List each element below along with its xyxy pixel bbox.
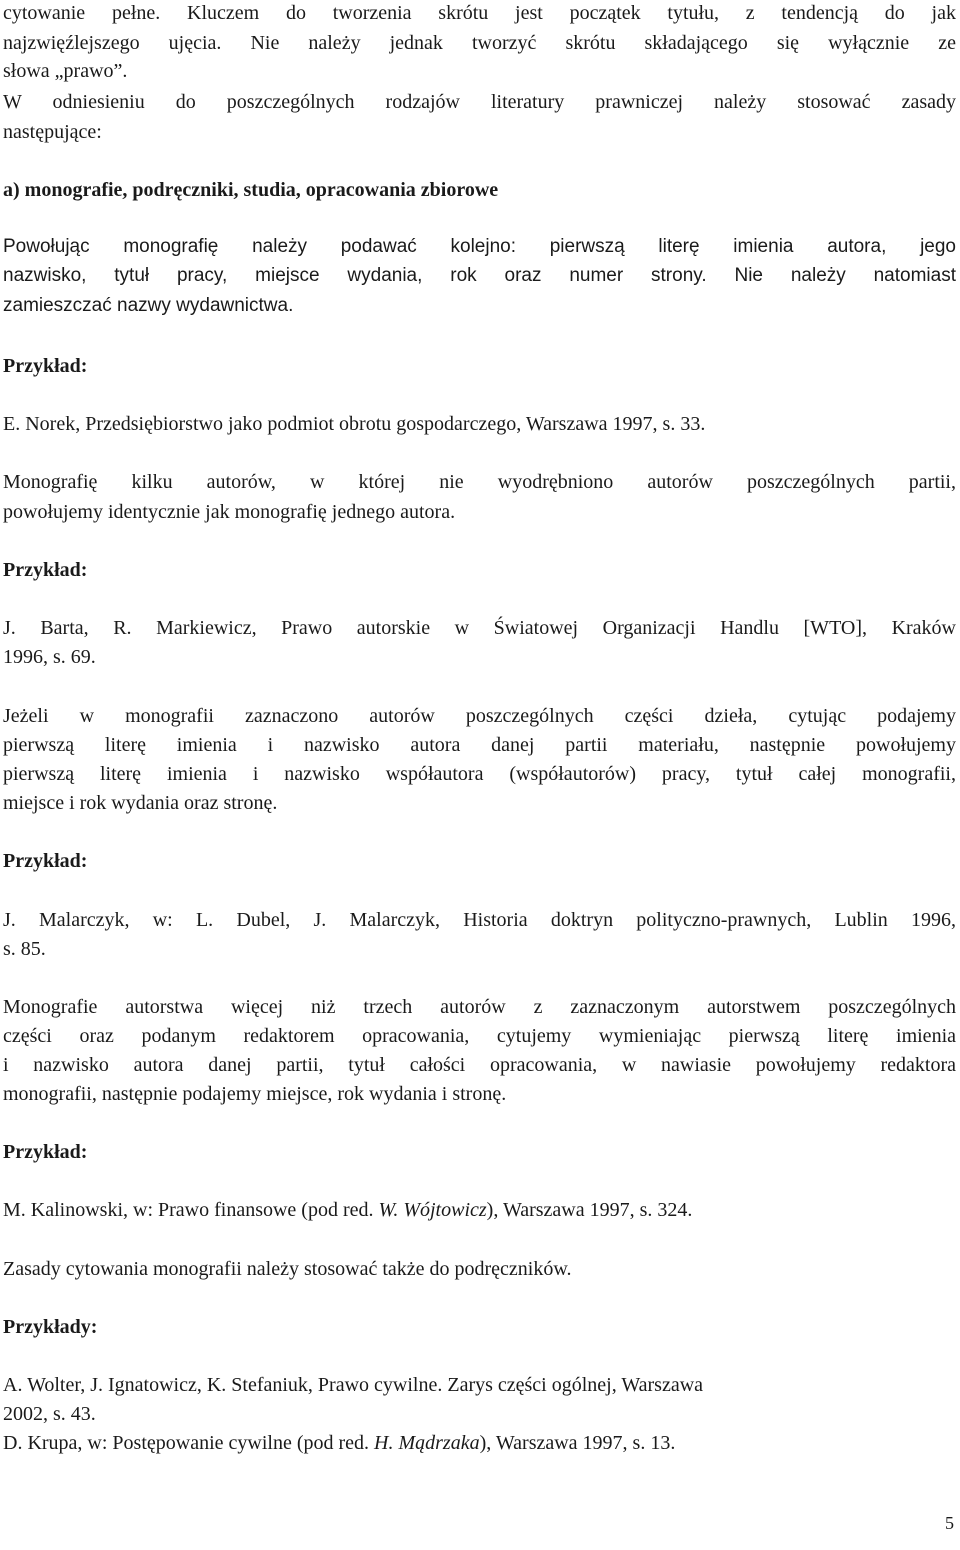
paragraph-line: części oraz podanym redaktorem opracowania, cytujemy wymieniając pierwszą literę imienia	[3, 1025, 956, 1047]
paragraph-line: Powołując monografię należy podawać kolejno: pierwszą literę imienia autora, jego	[3, 236, 956, 257]
citation-text: ), Warszawa 1997, s. 13.	[479, 1432, 676, 1454]
editor-name: W. Wójtowicz	[378, 1199, 487, 1221]
example-label: Przykład:	[3, 559, 88, 581]
paragraph-line: powołujemy identycznie jak monografię jednego autora.	[3, 501, 456, 523]
example-citation	[3, 1431, 675, 1455]
paragraph-line: Monografie autorstwa więcej niż trzech autorów z zaznaczonym autorstwem poszczególnych	[3, 996, 956, 1018]
paragraph-line: Monografię kilku autorów, w której nie wyodrębniono autorów poszczególnych partii,	[3, 471, 956, 493]
paragraph-line: słowa „prawo”.	[3, 60, 128, 82]
citation-text: ), Warszawa 1997, s. 324.	[486, 1199, 693, 1221]
example-citation	[3, 1198, 692, 1222]
example-citation: 2002, s. 43.	[3, 1403, 96, 1425]
example-citation: J. Malarczyk, w: L. Dubel, J. Malarczyk, Historia doktryn polityczno-prawnych, Lublin 1996,	[3, 909, 956, 931]
paragraph-line: monografii, następnie podajemy miejsce, rok wydania i stronę.	[3, 1083, 507, 1105]
paragraph-line: pierwszą literę imienia i nazwisko autora danej partii materiału, następnie powołujemy	[3, 734, 956, 756]
paragraph-line: zamieszczać nazwy wydawnictwa.	[3, 295, 294, 316]
paragraph-line: następujące:	[3, 121, 102, 143]
paragraph-line: cytowanie pełne. Kluczem do tworzenia skrótu jest początek tytułu, z tendencją do jak	[3, 2, 956, 24]
paragraph-line: Zasady cytowania monografii należy stosować także do podręczników.	[3, 1258, 572, 1280]
citation-text: D. Krupa, w: Postępowanie cywilne (pod red.	[3, 1432, 375, 1454]
paragraph-line: i nazwisko autora danej partii, tytuł całości opracowania, w nawiasie powołujemy redaktora	[3, 1054, 956, 1076]
paragraph-line: miejsce i rok wydania oraz stronę.	[3, 792, 278, 814]
paragraph-line: W odniesieniu do poszczególnych rodzajów literatury prawniczej należy stosować zasady	[3, 91, 956, 113]
paragraph-line: najzwięźlejszego ujęcia. Nie należy jednak tworzyć skrótu składającego się wyłącznie ze	[3, 32, 956, 54]
paragraph-line: nazwisko, tytuł pracy, miejsce wydania, rok oraz numer strony. Nie należy natomiast	[3, 265, 956, 286]
example-label: Przykłady:	[3, 1316, 98, 1338]
paragraph-line: Jeżeli w monografii zaznaczono autorów poszczególnych części dzieła, cytując podajemy	[3, 705, 956, 727]
editor-name: H. Mądrzaka	[374, 1432, 480, 1454]
example-citation: s. 85.	[3, 938, 46, 960]
example-citation: 1996, s. 69.	[3, 646, 96, 668]
example-citation: J. Barta, R. Markiewicz, Prawo autorskie w Światowej Organizacji Handlu [WTO], Kraków	[3, 617, 956, 639]
citation-text: M. Kalinowski, w: Prawo finansowe (pod red.	[3, 1199, 379, 1221]
page-number: 5	[945, 1513, 954, 1533]
example-citation: A. Wolter, J. Ignatowicz, K. Stefaniuk, Prawo cywilne. Zarys części ogólnej, Warszawa	[3, 1374, 704, 1396]
example-citation: E. Norek, Przedsiębiorstwo jako podmiot obrotu gospodarczego, Warszawa 1997, s. 33.	[3, 413, 706, 435]
section-heading: a) monografie, podręczniki, studia, opracowania zbiorowe	[3, 179, 499, 201]
example-label: Przykład:	[3, 1141, 88, 1163]
paragraph-line: pierwszą literę imienia i nazwisko współautora (współautorów) pracy, tytuł całej monografii,	[3, 763, 956, 785]
example-label: Przykład:	[3, 355, 88, 377]
example-label: Przykład:	[3, 850, 88, 872]
document-page	[3, 0, 956, 1550]
